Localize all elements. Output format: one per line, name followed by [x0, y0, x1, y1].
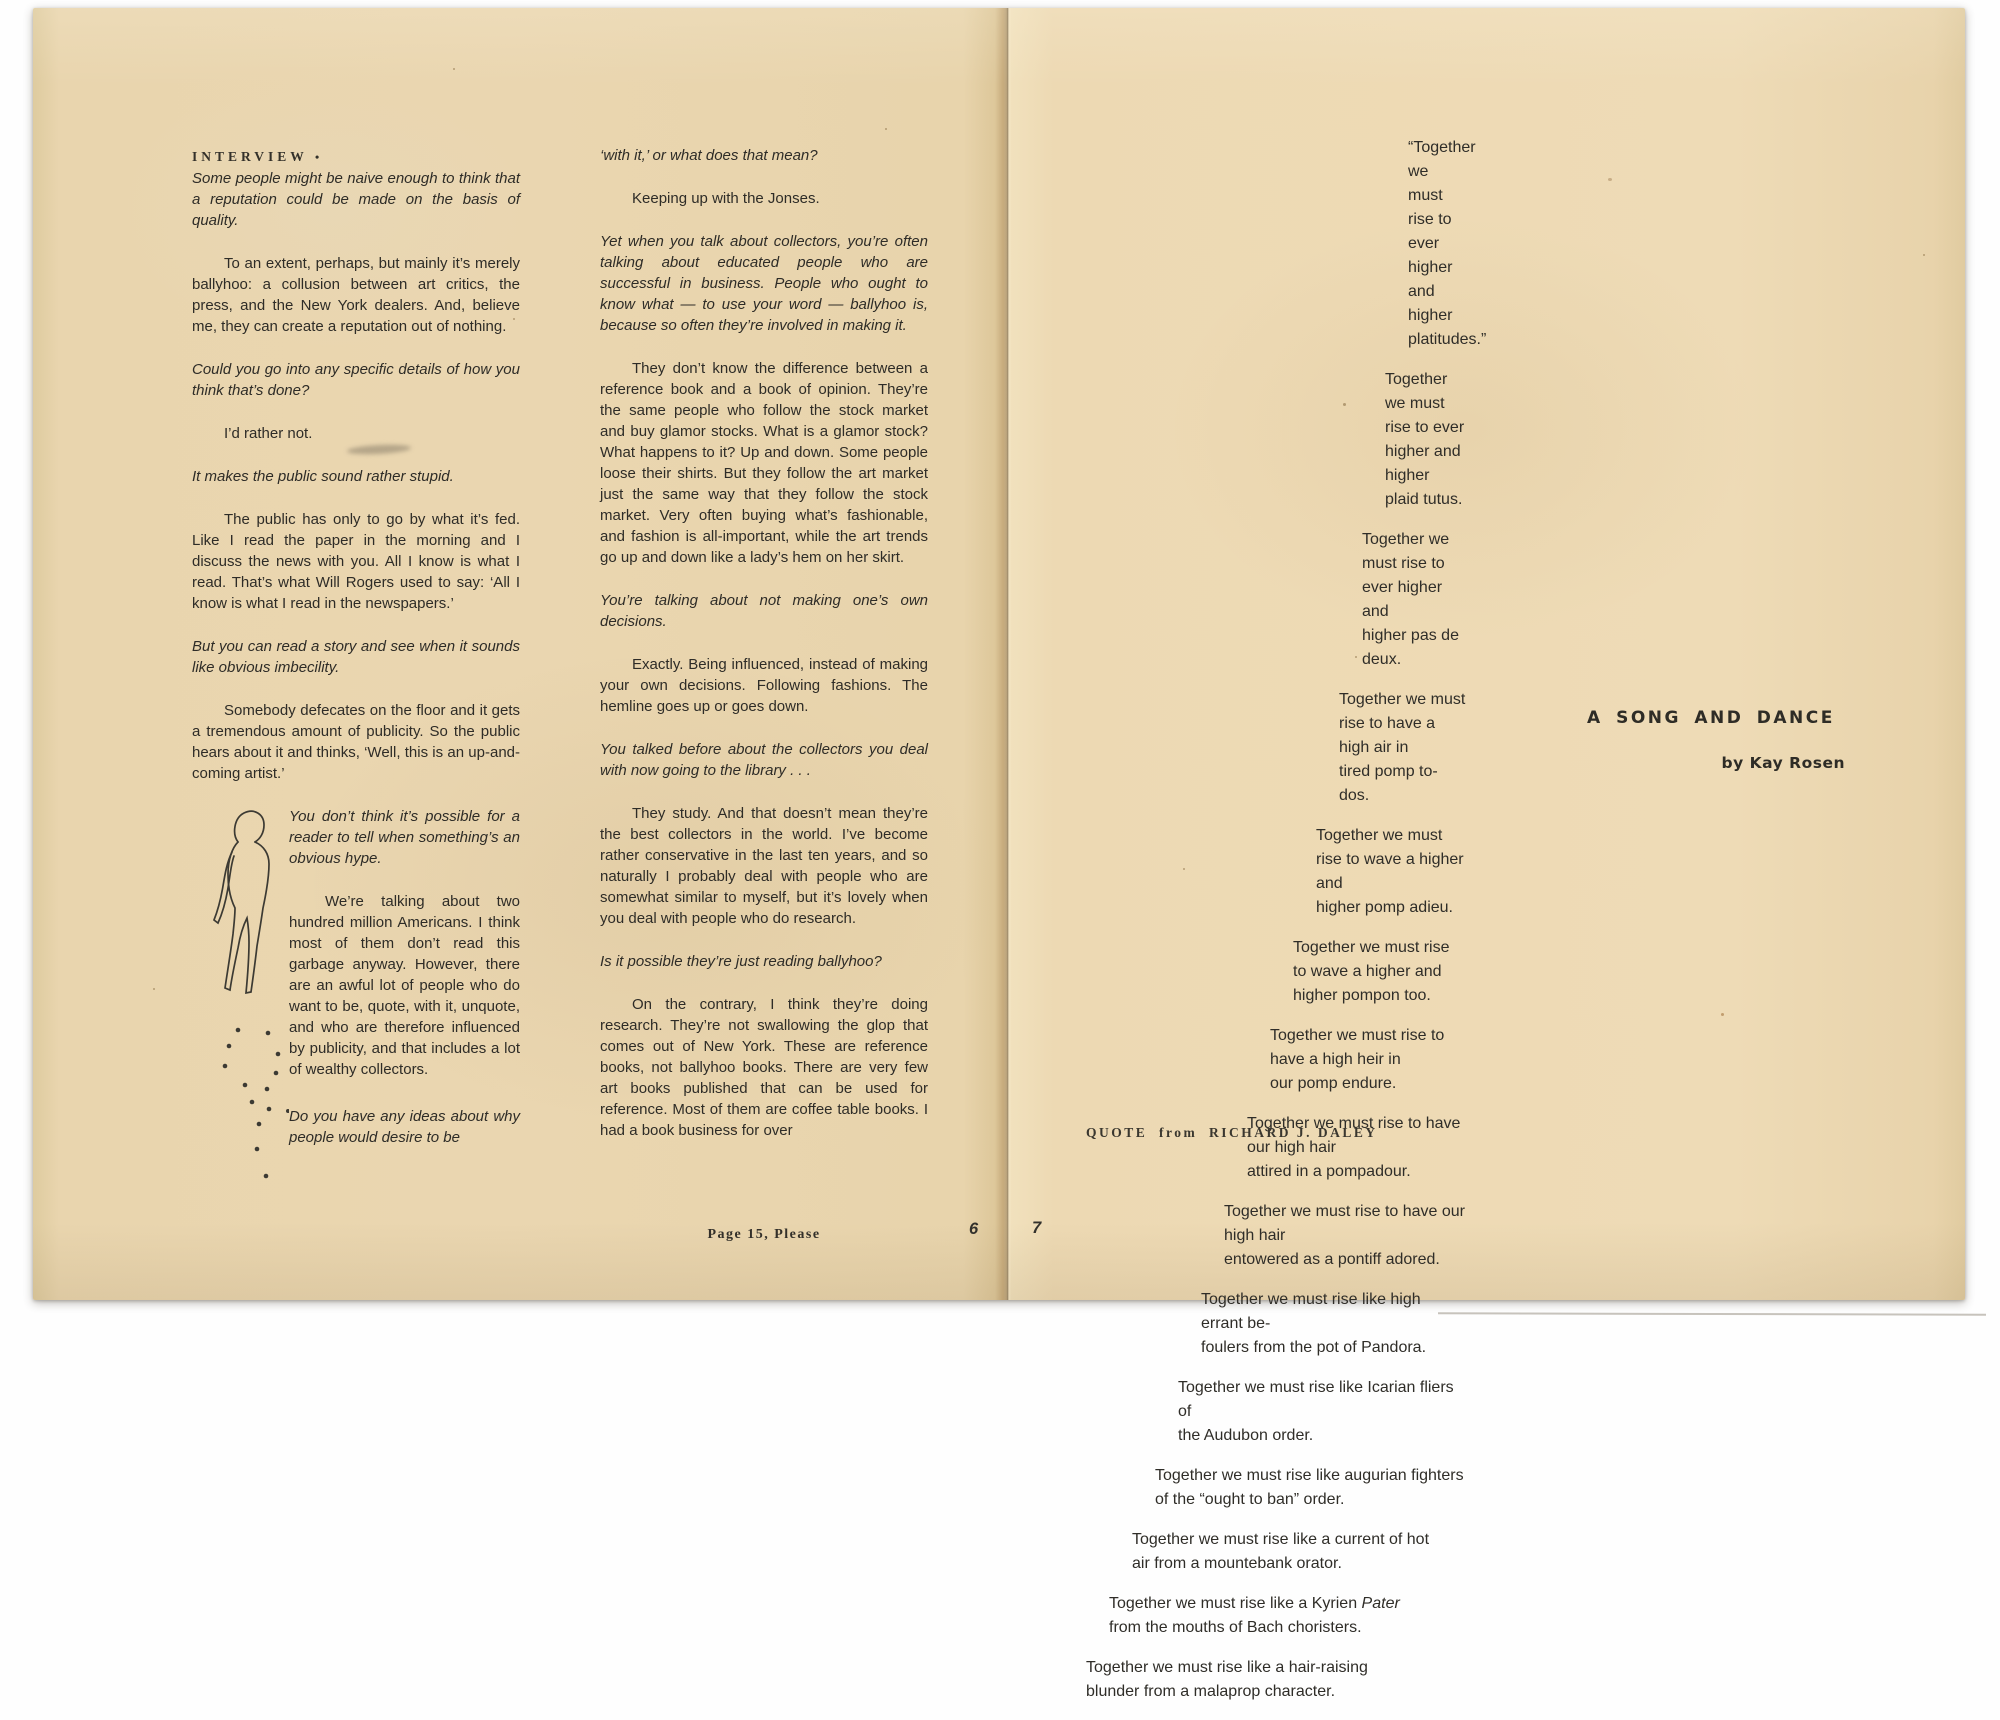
poem-stanza: [1339, 688, 1466, 808]
poem-line: higher pomp adieu.: [1316, 899, 1453, 916]
poem-line: Together we must rise to have our high hair: [1247, 1115, 1461, 1156]
poem-line: from the mouths of Bach choristers.: [1109, 1619, 1362, 1636]
interview-column-2: [600, 145, 928, 1163]
interview-header: [192, 147, 520, 167]
paper-speck: [153, 988, 155, 990]
interview-question: You’re talking about not making one’s own decisions.: [600, 592, 928, 630]
interview-answer: They study. And that doesn’t mean they’re the best collectors in the world. I’ve become rather conservative in the last ten years, and so naturally I probably deal with people who are somewhat similar to myself, but it’s lovely when you deal with people who do research.: [600, 805, 928, 927]
poem-stanza: [1362, 528, 1466, 672]
page-number-right: 7: [1032, 1219, 1042, 1237]
poem-line: Together we must rise like a hair-raising: [1086, 1659, 1368, 1676]
poem-line: Together we must rise to ever higher and: [1385, 371, 1465, 460]
interview-question: But you can read a story and see when it sounds like obvious imbecility.: [192, 638, 520, 676]
interview-question: Yet when you talk about collectors, you’re often talking about educated people who are successful in business. People who ought to know what — to use your word — ballyhoo is, because so often they’re involved in making it.: [600, 233, 928, 334]
poem-line: Together we must rise to have our high hair: [1224, 1203, 1466, 1244]
interview-column-1: [192, 147, 520, 1197]
poem-stanza: [1178, 1376, 1466, 1448]
interview-answer: They don’t know the difference between a reference book and a book of opinion. They’re the same people who follow the stock market and buy glamor stocks. What is a glamor stock? What happens to it? Up and down. Some people loose their shirts. But they follow the art market just the same way that they follow the stock market. Very often buying what’s fashionable, and fashion is all-important, while the art trends go up and down like a lady’s hem on her skirt.: [600, 360, 928, 566]
quote-attribution: QUOTE from RICHARD J. DALEY: [1086, 1125, 1378, 1140]
poem-line: Together we must rise to wave a higher and: [1316, 827, 1464, 892]
poem-stanzas: [1086, 136, 1487, 1720]
poem-line: Together we must rise to have a high heir in: [1270, 1027, 1445, 1068]
standing-person-outline-icon: [192, 806, 289, 1191]
poem-line: foulers from the pot of Pandora.: [1201, 1339, 1427, 1356]
paper-speck: [1343, 403, 1346, 406]
paper-speck: [1183, 868, 1185, 870]
poem-stanza: [1086, 1656, 1466, 1704]
interview-column-2-text: [600, 145, 928, 1141]
interview-question: It makes the public sound rather stupid.: [192, 468, 454, 485]
poem-title: A SONG AND DANCE: [1587, 708, 1835, 728]
scan-edge-artifact: [1438, 1312, 1986, 1315]
interview-answer: We’re talking about two hundred million Americans. I think most of them don’t read this garbage anyway. However, there are an awful lot of people who do want to be, quote, with it, unquote, and who are therefore influenced by publicity, and that includes a lot of wealthy collectors.: [289, 893, 520, 1078]
interview-answer: Somebody defecates on the floor and it gets a tremendous amount of publicity. So the public hears about it and thinks, ‘Well, this is an up-and-coming artist.’: [192, 702, 520, 782]
poem-line: tired pomp to-dos.: [1339, 763, 1438, 804]
figure-and-text-row: [192, 806, 520, 1197]
paper-speck: [1721, 1013, 1724, 1016]
poem-stanza: [1224, 1200, 1466, 1272]
poem-line: our pomp endure.: [1270, 1075, 1397, 1092]
interview-question: You don’t think it’s possible for a reader to tell when something’s an obvious hype.: [289, 808, 520, 867]
poem-line: higher pas de deux.: [1362, 627, 1459, 668]
continuation-note: Page 15, Please: [707, 1227, 821, 1242]
paper-speck: [1608, 178, 1612, 181]
poem-stanza: [1385, 368, 1466, 512]
interview-question: Is it possible they’re just reading ballyhoo?: [600, 953, 882, 970]
poem-stanza: [1316, 824, 1466, 920]
poem-line: air from a mountebank orator.: [1132, 1555, 1342, 1572]
poem-title-block: [1587, 708, 1845, 772]
poem-line: entowered as a pontiff adored.: [1224, 1251, 1440, 1268]
interview-question: Could you go into any specific details of how you think that’s done?: [192, 361, 520, 399]
poem-line: attired in a pompadour.: [1247, 1163, 1411, 1180]
poem-line: Together we must rise like Icarian fliers of: [1178, 1379, 1454, 1420]
poem-line: Together we must rise to wave a higher and: [1293, 939, 1450, 980]
poem-byline: by Kay Rosen: [1721, 754, 1845, 772]
poem-line: blunder from a malaprop character.: [1086, 1683, 1336, 1700]
poem-line: of the “ought to ban” order.: [1155, 1491, 1345, 1508]
magazine-spread: [33, 8, 1965, 1700]
figure-wrapped-text: [289, 806, 520, 1170]
poem-stanza: [1247, 1112, 1466, 1184]
interview-answer: I’d rather not.: [224, 425, 313, 442]
interview-answer: Keeping up with the Jonses.: [632, 190, 820, 207]
interview-answer: Exactly. Being influenced, instead of making your own decisions. Following fashions. The hemline goes up or goes down.: [600, 656, 928, 715]
poem-stanza: [1270, 1024, 1466, 1096]
paper-speck: [733, 1128, 736, 1131]
bullet-icon: •: [314, 150, 320, 164]
poem-stanza: [1132, 1528, 1466, 1576]
interview-question: Some people might be naive enough to think that a reputation could be made on the basis of quality.: [192, 170, 520, 229]
interview-answer: The public has only to go by what it’s fed. Like I read the paper in the morning and I discuss the news with you. All I know is what I read. That’s what Will Rogers used to say: ‘All I know is what I read in the newspapers.’: [192, 511, 520, 612]
poem-line: higher pompon too.: [1293, 987, 1431, 1004]
paper-speck: [453, 68, 455, 70]
poem-stanza: [1155, 1464, 1466, 1512]
poem-line: Together we must rise to have a high air in: [1339, 691, 1466, 756]
poem-line: higher plaid tutus.: [1385, 467, 1463, 508]
page-number-left: 6: [969, 1220, 979, 1238]
poem-stanza: [1293, 936, 1466, 1008]
interview-column-1-text: [192, 168, 520, 784]
paper-speck: [293, 708, 295, 710]
poem-line: Together we must rise like a Kyrien Pater: [1109, 1595, 1400, 1612]
page-fold: [1003, 8, 1011, 1300]
poem-stanza: [1201, 1288, 1466, 1360]
poem-line: the Audubon order.: [1178, 1427, 1314, 1444]
interview-answer: To an extent, perhaps, but mainly it’s merely ballyhoo: a collusion between art critics, the press, and the New York dealers. And, believe me, they can create a reputation out of nothing.: [192, 255, 520, 335]
interview-question: ‘with it,’ or what does that mean?: [600, 147, 818, 164]
paper-speck: [513, 318, 515, 320]
poem-line: Together we must rise like a current of hot: [1132, 1531, 1430, 1548]
poem-line: higher platitudes.”: [1408, 307, 1487, 348]
interview-question: You talked before about the collectors you deal with now going to the library . . .: [600, 741, 928, 779]
poem-line: Together we must rise like high errant be-: [1201, 1291, 1421, 1332]
paper-speck: [1923, 254, 1925, 256]
interview-question: Do you have any ideas about why people would desire to be: [289, 1108, 520, 1146]
interview-answer: On the contrary, I think they’re doing research. They’re not swallowing the glop that comes out of New York. These are reference books, not ballyhoo books. There are very few art books published that can be used for reference. Most of them are coffee table books. I had a book business for over: [600, 996, 928, 1139]
poem-stanza: [1109, 1592, 1466, 1640]
poem-line: Together we must rise like augurian fighters: [1155, 1467, 1464, 1484]
poem-line: Together we must rise to ever higher and: [1362, 531, 1450, 620]
poem-line: “Together we must rise to ever higher and: [1408, 139, 1476, 300]
figure-drawing: [192, 806, 289, 1197]
paper-speck: [885, 128, 887, 130]
interview-header-label: INTERVIEW: [192, 149, 308, 164]
paper-speck: [1355, 656, 1357, 658]
poem-stanza: [1408, 136, 1487, 352]
